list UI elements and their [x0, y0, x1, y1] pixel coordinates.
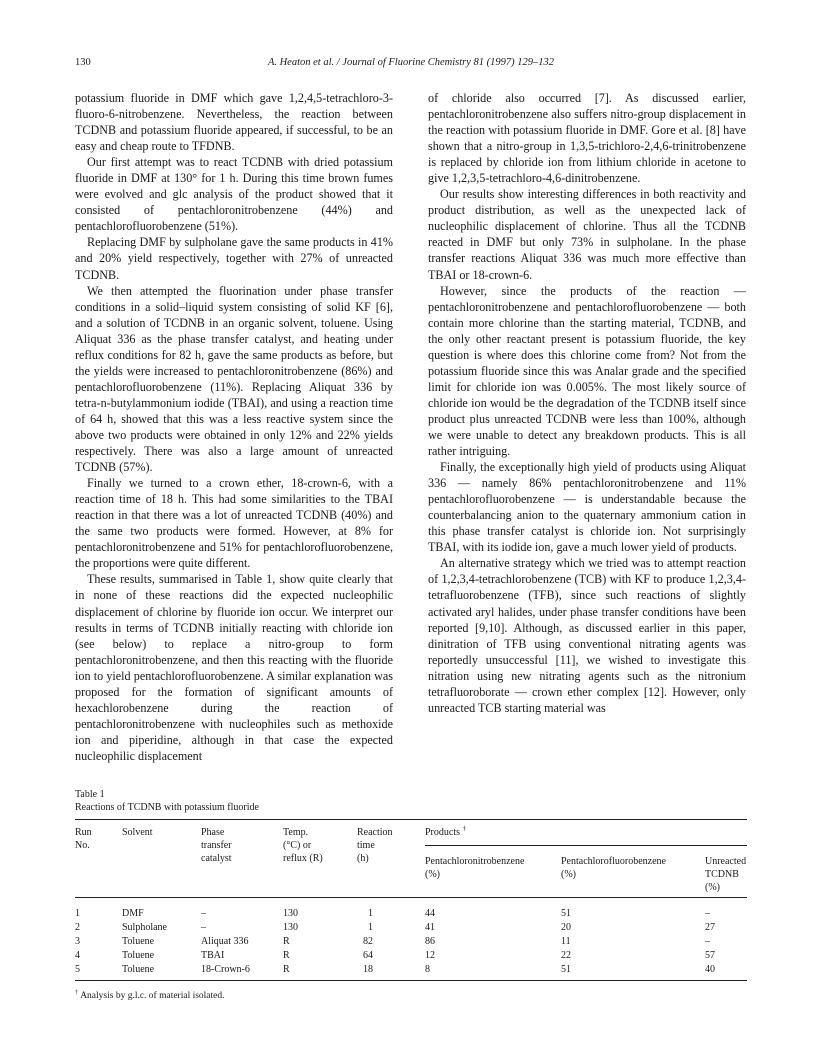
paragraph: We then attempted the fluorination under phase transfer conditions in a solid–liquid system consisting of solid KF [6], and a solution of TCDNB in an organic solvent, toluene. Using Aliquat 336 as the phase transfer catalyst, and heating under reflux conditions for 82 h, gave the same products as before, but the yields were increased to pentachloronitrobenzene (86%) and pentachlorofluorobenzene (11%). Replacing Aliquat 336 by tetra-n-butylammonium iodide (TBAI), and using a reaction time of 64 h, showed that this was a less reactive system since the above two products were obtained in only 12% and 22% yields respectively. There was also a large amount of unreacted TCDNB (57%).: [75, 283, 393, 475]
header-unreacted-tcdnb: Unreacted TCDNB (%): [705, 856, 747, 893]
paragraph: An alternative strategy which we tried was to attempt reaction of 1,2,3,4-tetrachlorobenzene (TCB) with KF to produce 1,2,3,4-tetrafluorobenzene (TFB), since such reactions of slightly activated aryl halides, under phase transfer conditions have been reported [9,10]. Although, as discussed earlier in this paper, dinitration of TFB using conventional nitrating agents was reportedly unsuccessful [11], we wished to investigate this nitration using new nitrating agents such as the nitronium tetrafluoroborate — crown ether complex [12]. However, only unreacted TCB starting material was: [428, 556, 746, 715]
table-top-rule: [75, 819, 747, 820]
footnote-mark: †: [462, 824, 466, 833]
paragraph: Finally, the exceptionally high yield of products using Aliquat 336 — namely 86% pentachloronitrobenzene and 11% pentachlorofluorobenzene — is understandable because the counterbalancing anion to the quaternary ammonium cation in this phase transfer catalyst is chloride ion. Not surprisingly TBAI, with its iodide ion, gave a much lower yield of products.: [428, 460, 746, 555]
paragraph: However, since the products of the reaction — pentachloronitrobenzene and pentachlorofluorobenzene — both contain more chlorine than the starting material, TCDNB, and the only other reactant present is potassium fluoride, the key question is where does this chlorine come from? Not from the potassium fluoride since this was Analar grade and the specified limit for chloride ion was 0.005%. The most likely source of chloride ion would be the degradation of the TCDNB itself since product plus unreacted TCDNB were less than 100%, although we were unable to detect any breakdown products. This is all rather intriguing.: [428, 283, 746, 459]
paragraph: These results, summarised in Table 1, show quite clearly that in none of these reactions did the expected nucleophilic displacement of chlorine by fluoride ion occur. We interpret our results in terms of TCDNB initially reacting with chloride ion (see below) to replace a nitro-group to form pentachloronitrobenzene, and then this reacting with the fluoride ion to yield pentachlorofluorobenzene. A similar explanation was proposed for the formation of significant amounts of hexachlorobenzene during the reaction of pentachloronitrobenzene with nucleophiles such as methoxide ion and piperidine, although in that case the expected nucleophilic displacement: [75, 572, 393, 763]
table-caption: [75, 788, 259, 814]
header-catalyst: Phase transfer catalyst: [201, 827, 232, 864]
header-pentachloronitrobenzene: Pentachloronitrobenzene (%): [425, 856, 525, 880]
footnote-mark: †: [75, 988, 79, 996]
paragraph: potassium fluoride in DMF which gave 1,2,4,5-tetrachloro-3-fluoro-6-nitrobenzene. Nevertheless, the reaction between TCDNB and potassium fluoride appeared, if successful, to be an easy and cheap route to TFDNB.: [75, 91, 393, 154]
header-temp: Temp. (°C) or reflux (R): [283, 827, 323, 864]
header-time: Reaction time (h): [357, 827, 393, 864]
table-title: Reactions of TCDNB with potassium fluoride: [75, 802, 259, 813]
table-header-rule: [75, 897, 747, 898]
paragraph: Our results show interesting differences in both reactivity and product distribution, as well as the unexpected lack of nucleophilic displacement of chlorine. Thus all the TCDNB reacted in DMF but only 73% in sulpholane. In the phase transfer reactions Aliquat 336 was much more effective than TBAI or 18-crown-6.: [428, 187, 746, 282]
products-rule: [425, 845, 747, 846]
header-solvent: Solvent: [122, 827, 153, 838]
table-bottom-rule: [75, 980, 747, 981]
page-number: 130: [75, 57, 91, 68]
paragraph: Our first attempt was to react TCDNB with dried potassium fluoride in DMF at 130° for 1 h. During this time brown fumes were evolved and glc analysis of the product showed that it consisted of pentachloronitrobenzene (44%) and pentachlorofluorobenzene (51%).: [75, 155, 393, 234]
paragraph: Replacing DMF by sulpholane gave the same products in 41% and 20% yield respectively, together with 27% of unreacted TCDNB.: [75, 235, 393, 282]
right-column: [428, 90, 746, 716]
journal-reference: A. Heaton et al. / Journal of Fluorine Chemistry 81 (1997) 129–132: [267, 57, 555, 68]
left-column: [75, 90, 393, 764]
header-run: Run No.: [75, 827, 92, 851]
header-products: Products †: [425, 824, 466, 838]
header-pentachlorofluorobenzene: Pentachlorofluorobenzene (%): [561, 856, 666, 880]
paragraph: of chloride also occurred [7]. As discussed earlier, pentachloronitrobenzene also suffers nitro-group displacement in the reaction with potassium fluoride in DMF. Gore et al. [8] have shown that a nitro-group in 1,3,5-trichloro-2,4,6-trinitrobenzene is replaced by chloride ion from lithium chloride in acetone to give 1,2,3,5-tetrachloro-4,6-dinitrobenzene.: [428, 91, 746, 186]
table-footnote: † Analysis by g.l.c. of material isolated.: [75, 988, 225, 1001]
table-label: Table 1: [75, 789, 105, 800]
journal-page: 130 A. Heaton et al. / Journal of Fluorine Chemistry 81 (1997) 129–132 potassium fluoride in DMF which gave 1,2,4,5-tetrachloro-3-fluoro-6-nitrobenzene. Nevertheless, the reaction between TCDNB and potassium fluoride appeared, if successful, to be an easy and cheap route to TFDNB. Our first attempt was to react TCDNB with dried potassium fluoride in DMF at 130° for 1 h. During this time brown fumes were evolved and glc analysis of the product showed that it consisted of pentachloronitrobenzene (44%) and pentachlorofluorobenzene (51%). Replacing DMF by sulpholane gave the same products in 41% and 20% yield respectively, together with 27% of unreacted TCDNB. We then attempted the fluorination under phase transfer conditions in a solid–liquid system consisting of solid KF [6], and a solution of TCDNB in an organic solvent, toluene. Using Aliquat 336 as the phase transfer catalyst, and heating under reflux conditions for 82 h, gave the same products as before, but the yields were increased to pentachloronitrobenzene (86%) and pentachlorofluorobenzene (11%). Replacing Aliquat 336 by tetra-n-butylammonium iodide (TBAI), and using a reaction time of 64 h, showed that this was a less reactive system since the above two products were obtained in only 12% and 22% yields respectively. There was also a large amount of unreacted TCDNB (57%). Finally we turned to a crown ether, 18-crown-6, with a reaction time of 18 h. This had some similarities to the TBAI reaction in that there was a lot of unreacted TCDNB (40%) and the same two products were formed. However, at 8% for pentachloronitrobenzene and 51% for pentachlorofluorobenzene, the proportions were quite different. These results, summarised in Table 1, show quite clearly that in none of these reactions did the expected nucleophilic displacement of chlorine by fluoride ion occur. We interpret our results in terms of TCDNB initially reacting with chloride ion (see below) to replace a nitro-group to form pentachloronitrobenzene, and then this reacting with the fluoride ion to yield pentachlorofluorobenzene. A similar explanation was proposed for the formation of significant amounts of hexachlorobenzene during the reaction of pentachloronitrobenzene with nucleophiles such as methoxide ion and piperidine, although in that case the expected nucleophilic displacement of chloride also occurred [7]. As discussed earlier, pentachloronitrobenzene also suffers nitro-group displacement in the reaction with potassium fluoride in DMF. Gore et al. [8] have shown that a nitro-group in 1,3,5-trichloro-2,4,6-trinitrobenzene is replaced by chloride ion from lithium chloride in acetone to give 1,2,3,5-tetrachloro-4,6-dinitrobenzene. Our results show interesting differences in both reactivity and product distribution, as well as the unexpected lack of nucleophilic displacement of chlorine. Thus all the TCDNB reacted in DMF but only 73% in sulpholane. In the phase transfer reactions Aliquat 336 was much more effective than TBAI or 18-crown-6. However, since the products of the reaction — pentachloronitrobenzene and pentachlorofluorobenzene — both contain more chlorine than the starting material, TCDNB, and the only other reactant present is potassium fluoride, the key question is where does this chlorine come from? Not from the potassium fluoride since this was Analar grade and the specified limit for chloride ion was 0.005%. The most likely source of chloride ion would be the degradation of the TCDNB itself since product plus unreacted TCDNB were less than 100%, although we were unable to detect any breakdown products. This is all rather intriguing. Finally, the exceptionally high yield of products using Aliquat 336 — namely 86% pentachloronitrobenzene and 11% pentachlorofluorobenzene — is understandable because the counterbalancing anion to the quaternary ammonium cation in this phase transfer catalyst is chloride ion. Not surprisingly TBAI, with its iodide ion, gave a much lower yield of products. An alternative strategy which we tried was to attempt reaction of 1,2,3,4-tetrachlorobenzene (TCB) with KF to produce 1,2,3,4-tetrafluorobenzene (TFB), since such reactions of slightly activated aryl halides, under phase transfer conditions have been reported [9,10]. Although, as discussed earlier in this paper, dinitration of TFB using conventional nitrating agents was reportedly unsuccessful [11], we wished to investigate this nitration using new nitrating agents such as the nitronium tetrafluoroborate — crown ether complex [12]. However, only unreacted TCB starting material was Table 1 Reactions of TCDNB with potassium fluoride Run No. Solvent Phase transfer catalyst Temp. (°C) or reflux (R) Reaction time (h) Products † Pentachloronitrobenzene (%) Pentachlorofluorobenzene (%) Unreacted TCDNB (%) 1 DMF – 130 1 44 51 – 2 Sulpholane – 130 1 41 20 27 3 Toluene Aliquat 336 R 82 86 11 – 4 Toluene TBAI R 64 12 22 57 5 Toluene 18-Crown-6 R 18 8 51 40 † Analysis by g.l.c. of material isolated.: [75, 57, 747, 1001]
paragraph: Finally we turned to a crown ether, 18-crown-6, with a reaction time of 18 h. This had some similarities to the TBAI reaction in that there was a lot of unreacted TCDNB (40%) and the same two products were formed. However, at 8% for pentachloronitrobenzene and 51% for pentachlorofluorobenzene, the proportions were quite different.: [75, 476, 393, 571]
running-head: [75, 57, 747, 73]
